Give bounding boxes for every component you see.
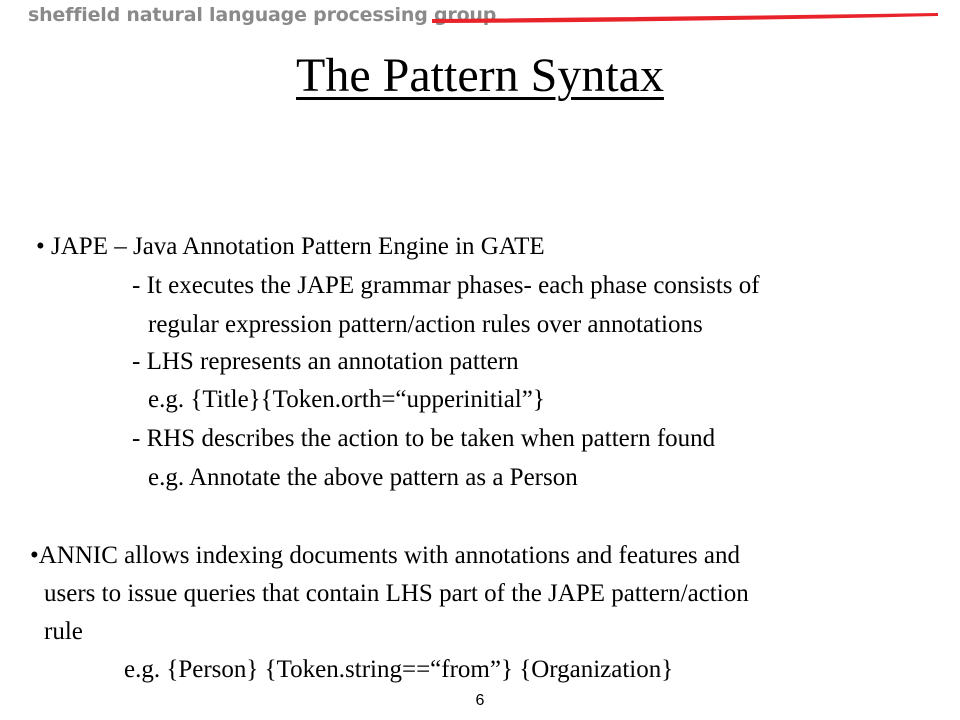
slide-title bbox=[0, 50, 960, 103]
header-accent-line bbox=[0, 0, 960, 40]
slide-title-text: The Pattern Syntax bbox=[296, 49, 664, 102]
annic-bullet-cont: users to issue queries that contain LHS part of the JAPE pattern/action bbox=[44, 580, 749, 607]
jape-subpoint-phases: - It executes the JAPE grammar phases- each phase consists of bbox=[132, 272, 760, 299]
header-accent-swoosh bbox=[432, 13, 938, 23]
annic-example: e.g. {Person} {Token.string==“from”} {Organization} bbox=[124, 656, 674, 683]
annic-bullet-cont2: rule bbox=[44, 618, 83, 645]
jape-subpoint-phases-cont: regular expression pattern/action rules over annotations bbox=[148, 311, 703, 338]
header-brand: sheffield natural language processing group bbox=[28, 4, 497, 26]
page-number: 6 bbox=[475, 692, 485, 709]
jape-rhs-example: e.g. Annotate the above pattern as a Person bbox=[148, 464, 578, 491]
annic-bullet-heading: •ANNIC allows indexing documents with annotations and features and bbox=[30, 542, 740, 569]
jape-subpoint-rhs: - RHS describes the action to be taken when pattern found bbox=[132, 425, 716, 452]
jape-lhs-example: e.g. {Title}{Token.orth=“upperinitial”} bbox=[148, 386, 545, 413]
jape-bullet-heading: • JAPE – Java Annotation Pattern Engine in GATE bbox=[36, 233, 545, 260]
jape-subpoint-lhs: - LHS represents an annotation pattern bbox=[132, 348, 519, 375]
